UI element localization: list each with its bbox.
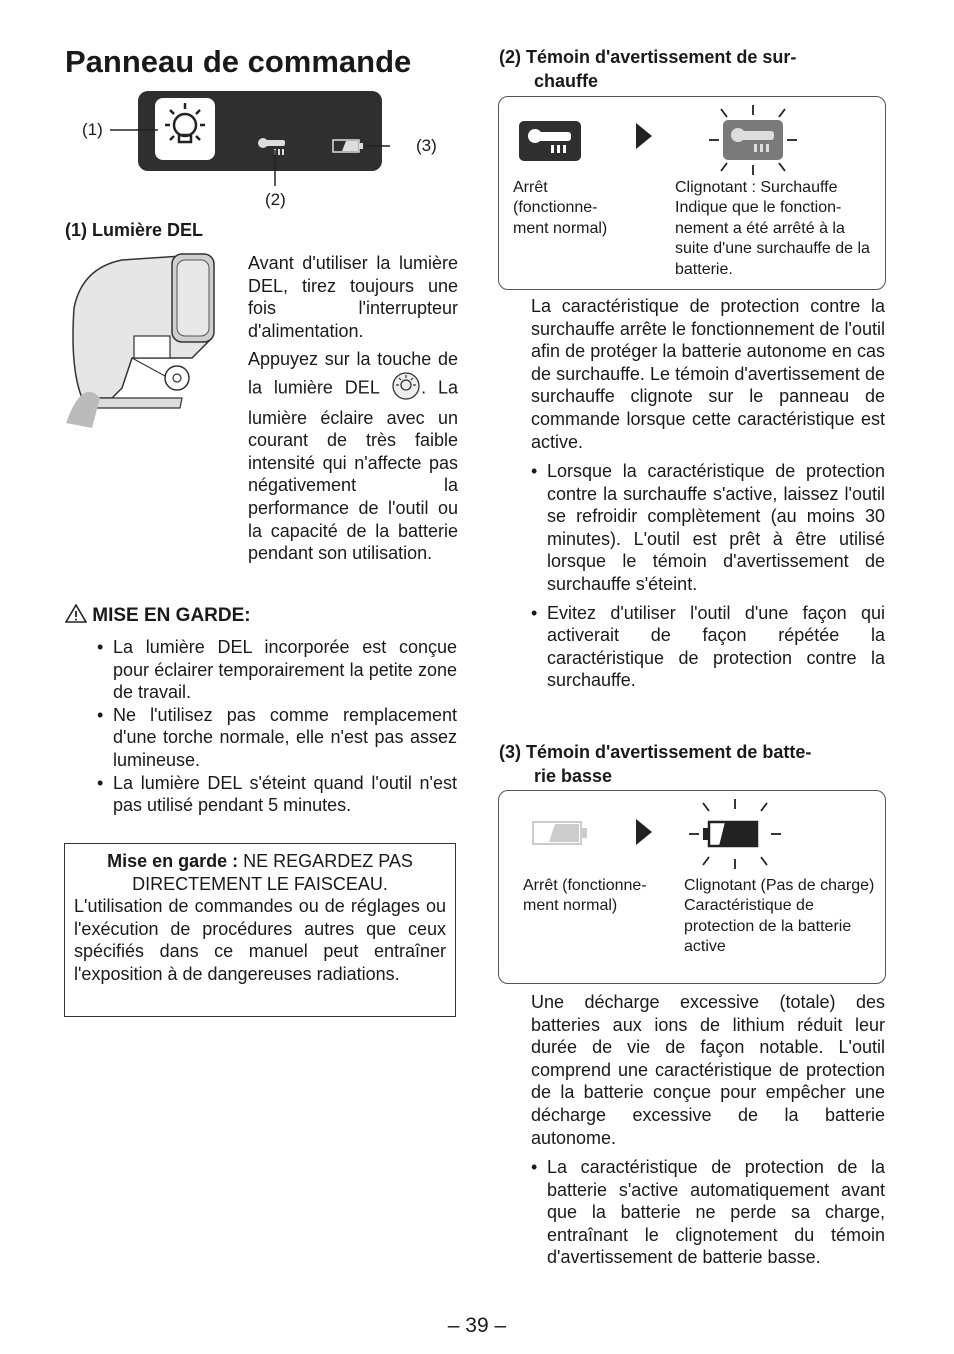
overheat-off-label: Arrêt (fonctionne- ment normal) [513, 179, 608, 237]
arrow-right-icon-2 [634, 819, 654, 845]
jigsaw-illustration [62, 248, 242, 428]
overheat-off-icon [519, 121, 581, 161]
warning-list [97, 636, 457, 817]
overheat-heading-l2: chauffe [534, 71, 599, 91]
overheat-blink-label: Clignotant : Surchauffe Indique que le fonction- nement a été arrêté à la suite d'une surchauffe de la batterie. [675, 179, 870, 278]
page-number: – 39 – [447, 1314, 507, 1337]
overheat-item-2: • Evitez d'utiliser l'outil d'une façon qui activerait de façon répétée la caractéristique de protection contre la surchauffe. [531, 602, 885, 692]
label-1: (1) [82, 120, 103, 139]
overheat-heading-l1: (2) Témoin d'avertissement de sur- [499, 47, 797, 67]
caution-line1: NE REGARDEZ PAS DIRECTEMENT LE FAISCEAU. [132, 851, 413, 894]
battery-blink-icon [687, 797, 783, 873]
led-para-1: Avant d'utiliser la lumière DEL, tirez toujours une fois l'interrupteur d'alimentation. [248, 253, 458, 341]
lowbat-off-label: Arrêt (fonctionne- ment normal) [523, 877, 647, 915]
lowbat-box [498, 790, 886, 984]
led-small-icon [391, 371, 421, 401]
warning-triangle-icon [65, 604, 87, 623]
caution-body: L'utilisation de commandes ou de réglages ou l'exécution de procédures autres que ceux spécifiés dans ce manuel peut entraîner l'exposition à de dangereuses radiations. [74, 896, 446, 984]
warning-item-3: • La lumière DEL s'éteint quand l'outil n'est pas utilisé pendant 5 minutes. [97, 772, 457, 817]
caution-header [65, 850, 455, 895]
led-inline-icon [391, 371, 421, 407]
overheat-para: La caractéristique de protection contre la surchauffe arrête le fonctionnement de l'outil afin de protéger la batterie autonome en cas de surchauffe. Le témoin d'avertissement de surchauffe clignote sur le panneau de commande lorsque cette caractéristique est active. [531, 296, 885, 452]
page-title: Panneau de commande [65, 44, 412, 79]
overheat-item-1: • Lorsque la caractéristique de protection contre la surchauffe s'active, laissez l'outil se refroidir complètement (au moins 30 minutes). L'outil est prêt à être utilisé lorsque le témoin d'avertissement de surchauffe s'éteint. [531, 460, 885, 596]
overheat-heading [499, 45, 887, 93]
lowbat-heading [499, 740, 887, 788]
led-para-2a: Appuyez sur la touche de la lumière DEL [248, 349, 458, 398]
battery-off-icon [531, 819, 589, 847]
label-2: (2) [265, 190, 286, 209]
lowbat-para: Une décharge excessive (totale) des batteries aux ions de lithium réduit leur durée de vie de façon notable. L'outil comprend une caractéristique de protection de la batterie conçue pour empêcher une décharge excessive de la batterie autonome. [531, 992, 885, 1148]
caution-bold: Mise en garde : [107, 851, 239, 871]
control-panel-illustration [60, 88, 437, 213]
overheat-box [498, 96, 886, 290]
warning-item-2: • Ne l'utilisez pas comme remplacement d'une torche normale, elle n'est pas assez lumineuse. [97, 704, 457, 772]
led-para-2b: . La lumière éclaire avec un courant de très faible intensité qui n'affecte pas négativement la performance de l'outil ou la capacité de la batterie pendant son utilisation. [248, 377, 458, 564]
caution-box [64, 843, 456, 1017]
overheat-blink-icon [707, 103, 799, 179]
led-para-2 [248, 348, 458, 564]
warning-heading [65, 604, 251, 628]
led-text [248, 252, 458, 565]
lowbat-blink-label: Clignotant (Pas de charge) Caractéristique de protection de la batterie active [684, 877, 875, 956]
arrow-right-icon [634, 123, 654, 149]
led-heading: (1) Lumière DEL [65, 220, 204, 240]
lowbat-heading-l2: rie basse [534, 766, 613, 786]
lowbat-list [531, 1156, 885, 1275]
label-3: (3) [416, 136, 437, 155]
lowbat-item-1: • La caractéristique de protection de la batterie s'active automatiquement avant que la batterie ne perde sa charge, entraînant le clignotement du témoin d'avertissement de batterie basse. [531, 1156, 885, 1269]
overheat-list [531, 460, 885, 698]
leader-lines [60, 88, 390, 213]
lowbat-heading-l1: (3) Témoin d'avertissement de batte- [499, 742, 812, 762]
warning-item-1: • La lumière DEL incorporée est conçue pour éclairer temporairement la petite zone de travail. [97, 636, 457, 704]
warning-heading-text: MISE EN GARDE: [92, 605, 251, 626]
